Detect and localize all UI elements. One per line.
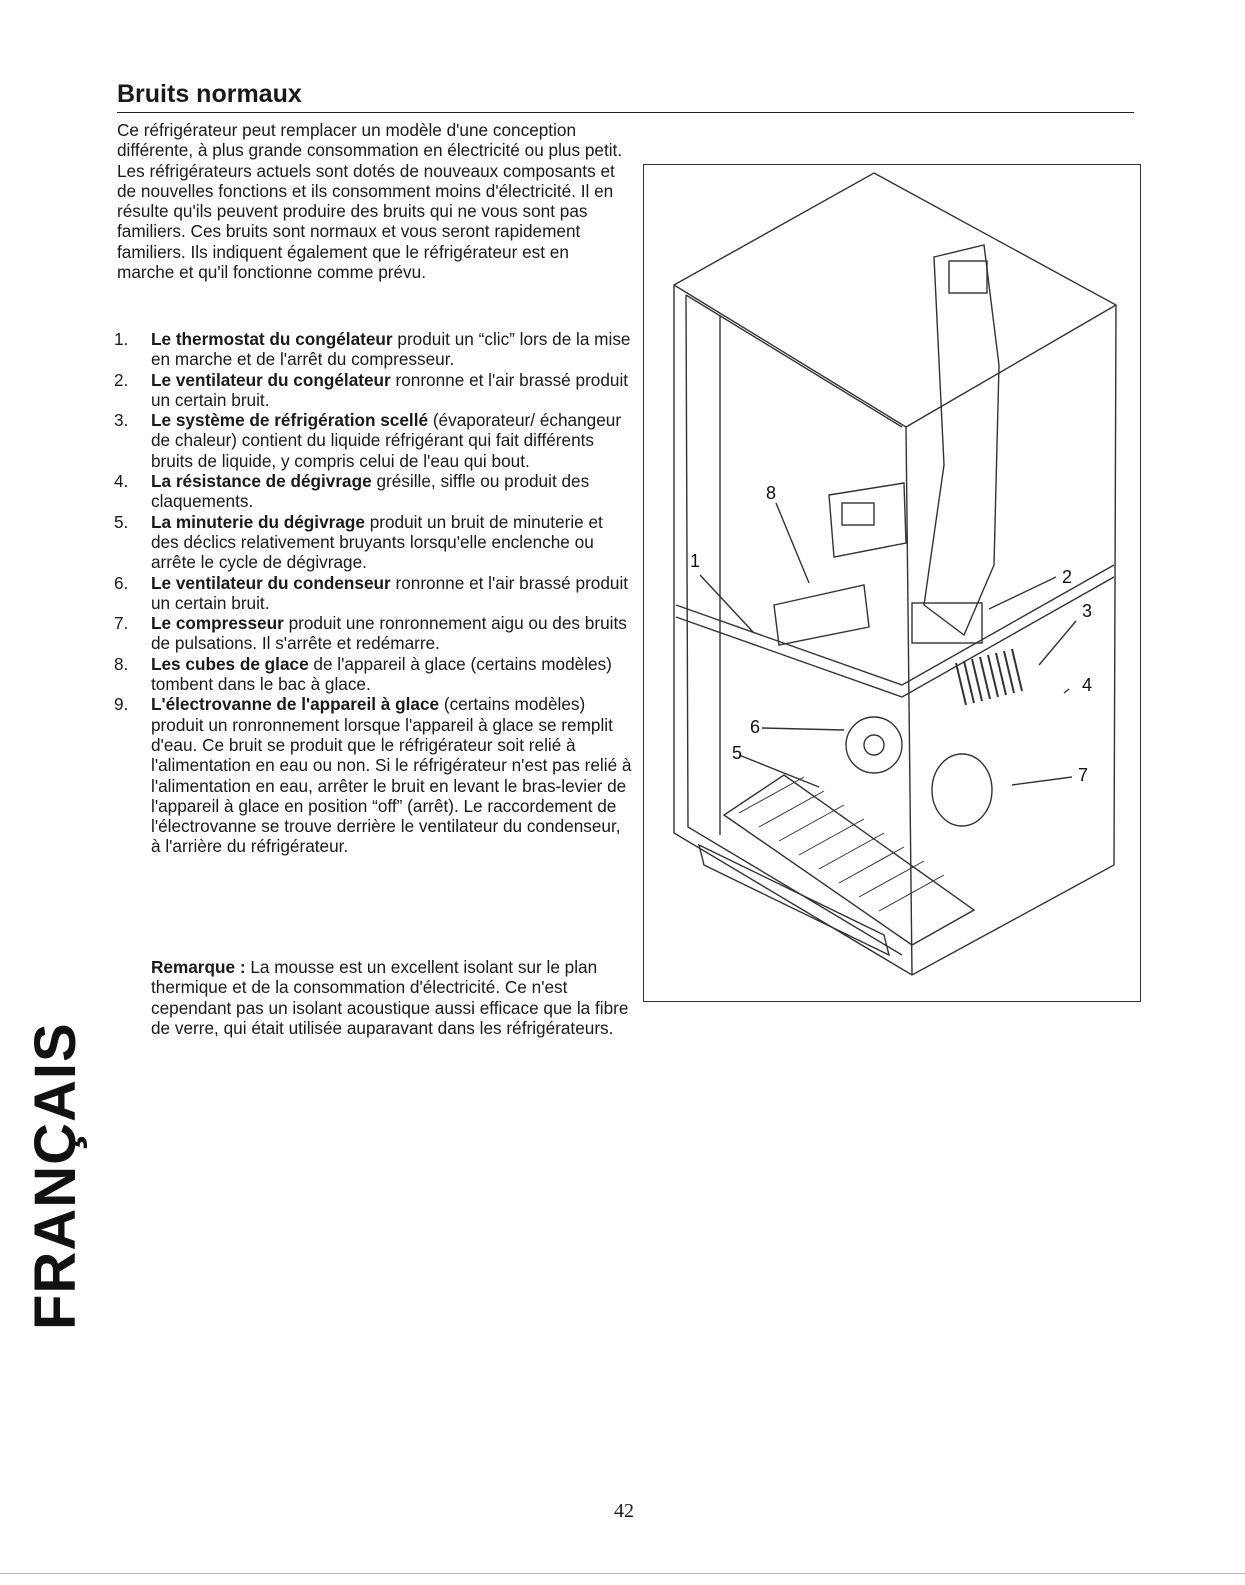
rear-duct <box>924 245 999 635</box>
condenser-fan-hub <box>864 735 884 755</box>
duct-vent <box>949 261 987 293</box>
item-number: 5. <box>114 511 129 532</box>
item-text: (évaporateur/ échangeur de chaleur) contient du liquide réfrigérant qui fait différents bruits de liquide, y compris celui de l'eau qui bout. <box>151 410 622 471</box>
item-number: 2. <box>114 369 129 390</box>
callout-line-3 <box>1039 621 1076 665</box>
list-item <box>114 329 634 370</box>
item-term: La minuterie du dégivrage <box>151 511 365 532</box>
noise-list <box>114 329 634 857</box>
list-item <box>114 573 634 614</box>
shelf-divider-lower <box>676 577 1114 697</box>
item-term: Le ventilateur du congélateur <box>151 369 391 390</box>
language-side-label: FRANÇAIS <box>23 1022 88 1330</box>
title-rule <box>117 112 1134 113</box>
intro-paragraph: Ce réfrigérateur peut remplacer un modèle d'une conception différente, à plus grande consommation en électricité ou plus petit. Les réfrigérateurs actuels sont dotés de nouveaux composants et de nouvelles fonctions et ils consomment moins d'électricité. Il en résulte qu'ils peuvent produire des bruits qui ne vous sont pas familiers. Ces bruits sont normaux et vous seront rapidement familiers. Ils indiquent également que le réfrigérateur est en marche et qu'il fonctionne comme prévu. <box>117 120 623 283</box>
item-term: Le système de réfrigération scellé <box>151 410 429 431</box>
compressor <box>932 754 992 826</box>
base-grille <box>699 845 889 955</box>
callout-line-7 <box>1012 777 1072 785</box>
condenser-fan <box>846 717 902 773</box>
heater-coil <box>956 649 1022 705</box>
cabinet-back-top <box>674 285 1116 427</box>
item-term: L'électrovanne de l'appareil à glace <box>151 694 440 715</box>
callout-line-1 <box>700 575 754 633</box>
item-text: produit une ronronnement aigu ou des bruits de pulsations. Il s'arrête et redémarre. <box>151 613 627 654</box>
item-term: Le thermostat du congélateur <box>151 329 393 349</box>
ice-maker-panel <box>842 503 874 525</box>
item-number: 7. <box>114 613 129 634</box>
callout-line-4 <box>1064 689 1069 693</box>
note-text: La mousse est un excellent isolant sur le plan thermique et de la consommation d'électricité. Ce n'est cependant pas un isolant acoustique aussi efficace que la fibre de verre, qui était utilisée auparavant dans les réfrigérateurs. <box>151 957 629 1038</box>
item-text: ronronne et l'air brassé produit un certain bruit. <box>151 369 629 410</box>
item-term: Le compresseur <box>151 613 284 634</box>
item-number: 8. <box>114 653 129 674</box>
callout-label-1: 1 <box>690 551 701 571</box>
callout-label-6: 6 <box>750 717 761 737</box>
inner-frame-top <box>686 295 902 427</box>
item-text: ronronne et l'air brassé produit un certain bruit. <box>151 572 629 613</box>
ice-maker <box>829 483 906 557</box>
list-item <box>114 512 634 573</box>
item-text: produit un bruit de minuterie et des déclics relativement bruyants lorsqu'elle enclenche ou arrête le cycle de dégivrage. <box>151 511 603 573</box>
list-item <box>114 613 634 654</box>
refrigerator-illustration <box>644 165 1142 1003</box>
page-title: Bruits normaux <box>117 80 302 108</box>
list-item <box>114 694 634 856</box>
callout-line-8 <box>776 503 809 583</box>
callout-label-5: 5 <box>732 743 743 763</box>
bottom-rule <box>0 1573 1245 1574</box>
shelf-divider <box>676 565 1114 685</box>
callout-label-8: 8 <box>766 483 777 503</box>
item-number: 4. <box>114 471 129 492</box>
page-number: 42 <box>614 1500 634 1522</box>
note-label: Remarque : <box>151 957 246 977</box>
list-item <box>114 654 634 695</box>
item-number: 9. <box>114 694 129 715</box>
ice-bin <box>774 585 869 645</box>
item-text: de l'appareil à glace (certains modèles) tombent dans le bac à glace. <box>151 653 612 695</box>
item-term: Les cubes de glace <box>151 653 309 674</box>
note-paragraph <box>151 957 631 1038</box>
item-term: Le ventilateur du condenseur <box>151 572 391 593</box>
list-item <box>114 471 634 512</box>
item-term: La résistance de dégivrage <box>151 471 372 492</box>
item-number: 6. <box>114 572 129 593</box>
list-item <box>114 410 634 471</box>
callout-label-2: 2 <box>1062 567 1073 587</box>
callout-label-3: 3 <box>1082 601 1093 621</box>
callout-label-4: 4 <box>1082 675 1093 695</box>
callout-label-7: 7 <box>1078 765 1089 785</box>
item-number: 3. <box>114 410 129 431</box>
item-text: produit un “clic” lors de la mise en marche et de l'arrêt du compresseur. <box>151 329 631 370</box>
item-number: 1. <box>114 329 129 349</box>
item-text: grésille, siffle ou produit des claquements. <box>151 471 590 512</box>
refrigerator-diagram <box>643 164 1141 1002</box>
inner-frame-left <box>686 295 902 955</box>
list-item <box>114 370 634 411</box>
callout-line-6 <box>762 728 844 730</box>
item-text: (certains modèles) produit un ronronnement lorsque l'appareil à glace se remplit d'eau. Ce bruit se produit que le réfrigérateur soit relié à l'alimentation en eau ou non. Si le réfrigérateur n'est pas relié à l'alimentation en eau, arrêter le bruit en levant le bras-levier de l'appareil à glace en position “off” (arrêt). Le raccordement de l'électrovanne se trouve derrière le ventilateur du condenseur, à l'arrière du réfrigérateur. <box>151 694 632 857</box>
callout-line-5 <box>739 755 819 787</box>
